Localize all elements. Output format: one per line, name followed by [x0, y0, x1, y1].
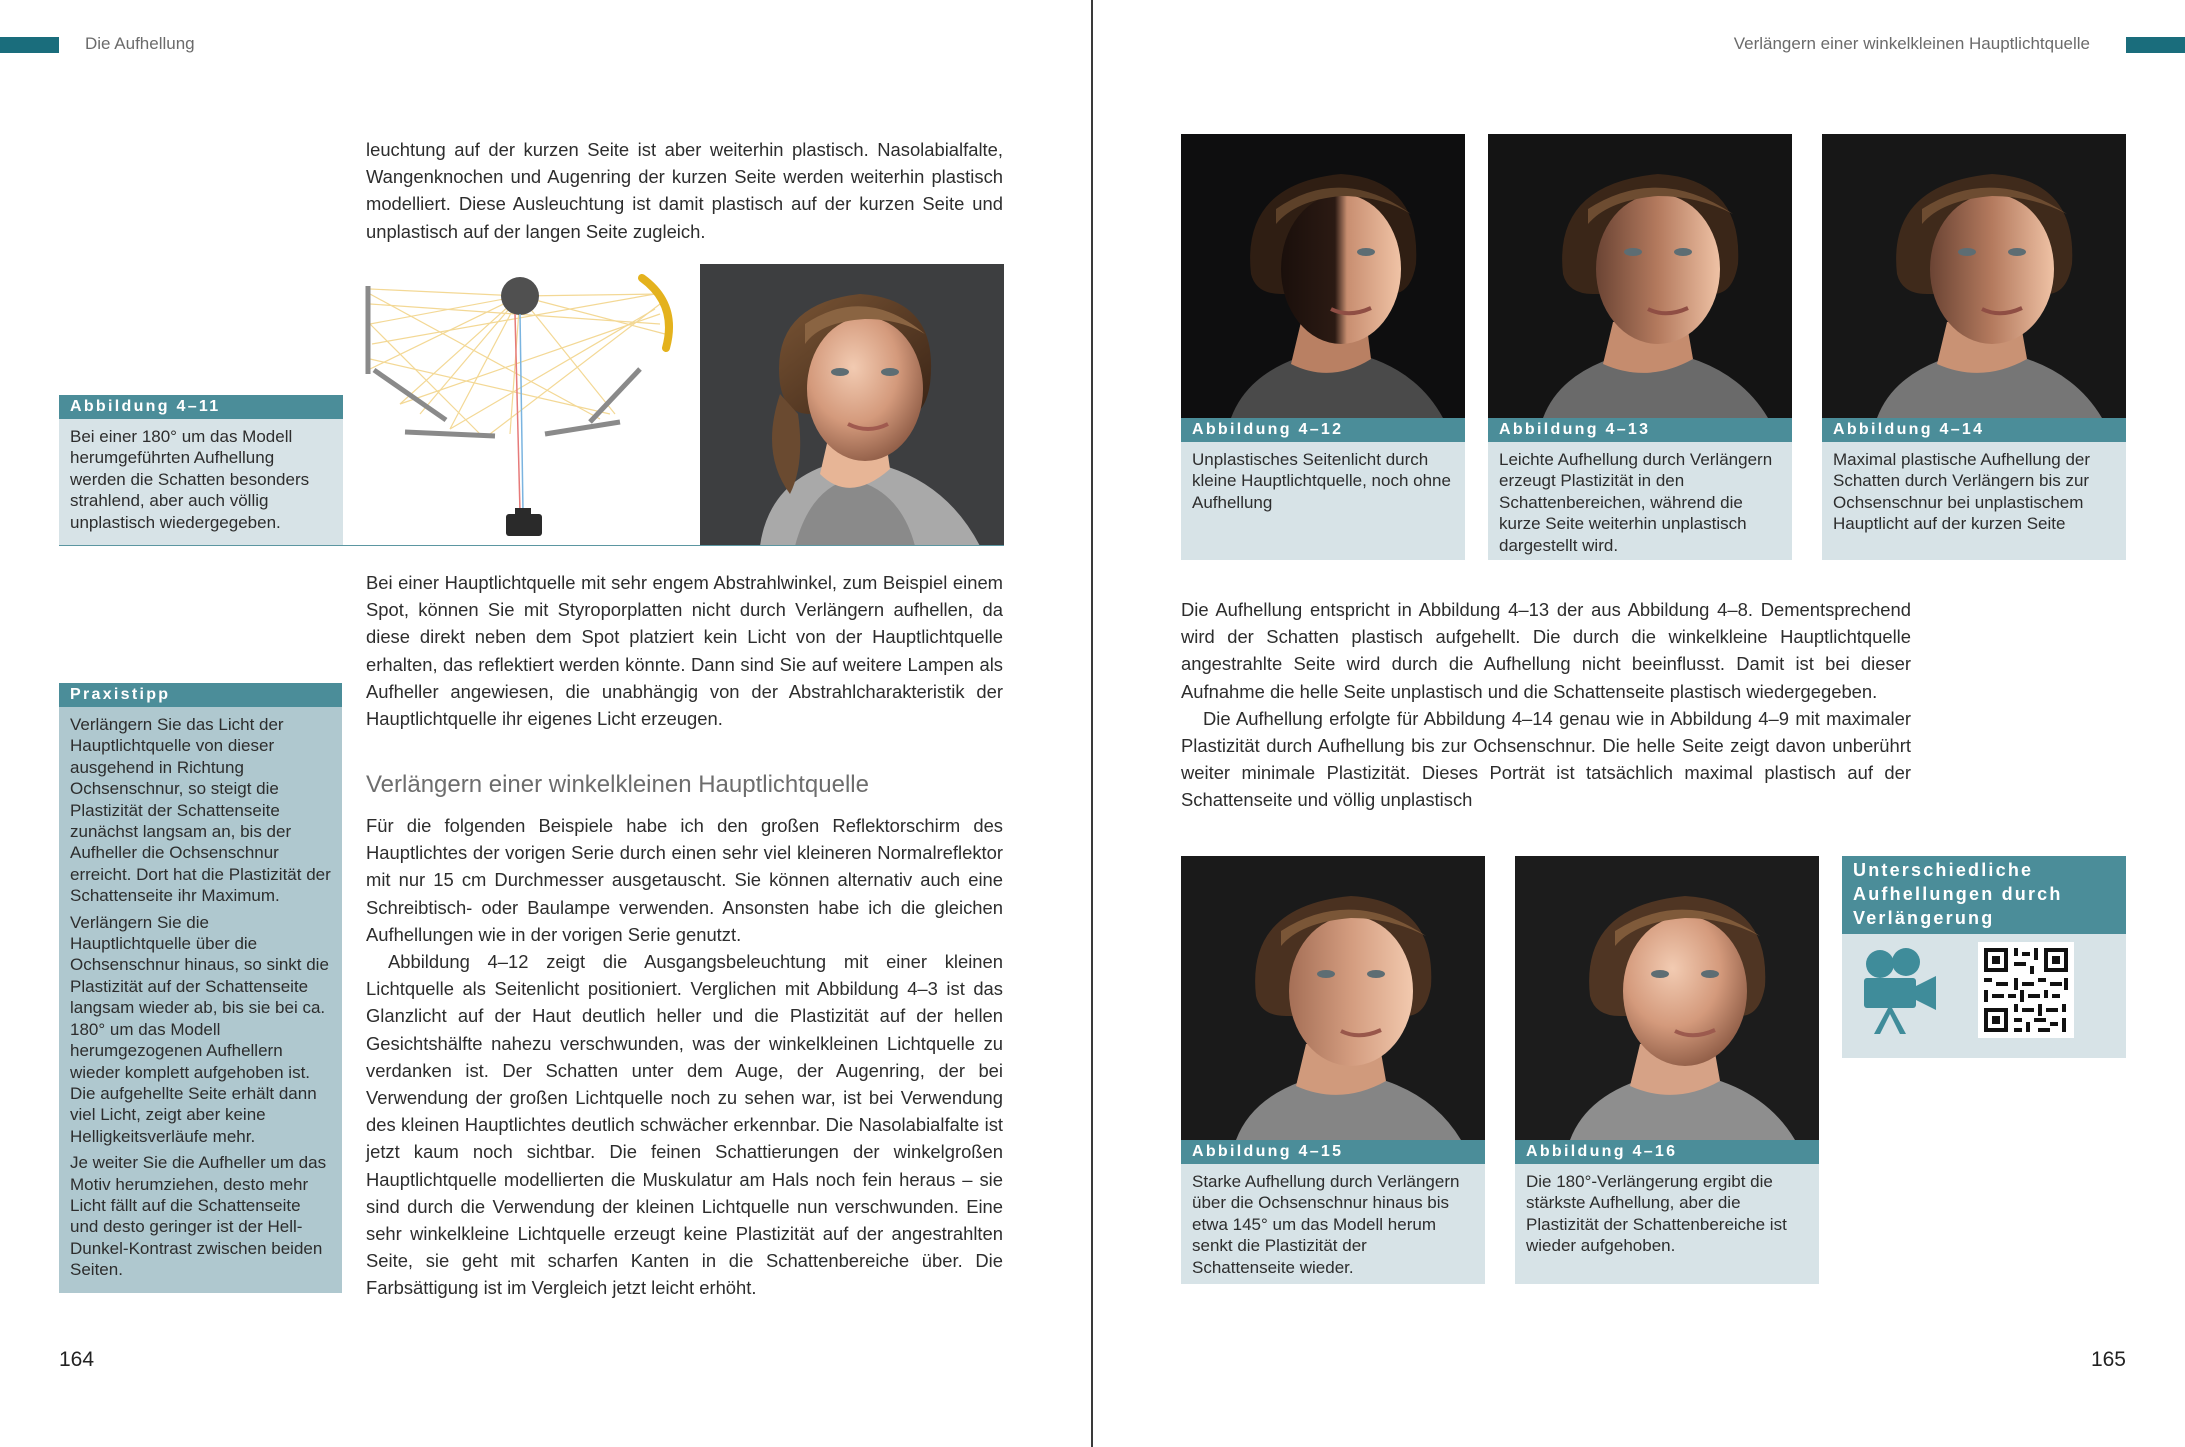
right-page	[1093, 0, 2185, 1447]
figure-4-13-label: Abbildung 4–13	[1488, 418, 1792, 442]
practice-tip-paragraph: Verlängern Sie das Licht der Hauptlichtquelle von dieser ausgehend in Richtung Ochsenschnur, so steigt die Plastizität der Schattenseite zunächst langsam an, bis der Aufheller die Ochsenschnur erreicht. Dort hat die Plastizität der Schattenseite ihr Maximum.	[70, 715, 331, 906]
paragraph-spot-light: Bei einer Hauptlichtquelle mit sehr engem Abstrahlwinkel, zum Beispiel einem Spot, können Sie mit Styroporplatten nicht durch Verlängern aufhellen, da diese direkt neben dem Spot platziert kein Licht von der Hauptlichtquelle erhalten, das reflektiert werden könnte. Dann sind Sie auf weitere Lampen als Aufheller angewiesen, die unabhängig von der Abstrahlcharakteristik der Hauptlichtquelle ihr eigenes Licht erzeugen.	[366, 572, 1003, 730]
intro-paragraph: leuchtung auf der kurzen Seite ist aber weiterhin plastisch. Nasolabialfalte, Wangenknochen und Augenring der kurzen Seite werden weiterhin plastisch modelliert. Diese Ausleuchtung ist damit plastisch auf der kurzen Seite und unplastisch auf der langen Seite zugleich.	[366, 139, 1003, 242]
right-text-column	[1181, 596, 1911, 814]
figure-4-16-caption	[1515, 1140, 1819, 1284]
page-number-right: 165	[2090, 1348, 2126, 1371]
qr-code[interactable]	[1978, 942, 2074, 1038]
left-page	[0, 0, 1091, 1447]
portrait-photo-4-13	[1488, 134, 1792, 418]
figure-4-15-label: Abbildung 4–15	[1181, 1140, 1485, 1164]
practice-tip-paragraph: Verlängern Sie die Hauptlichtquelle über die Ochsenschnur hinaus, so sinkt die Plastizität auf der Schattenseite langsam wieder ab, bis sie bei ca. 180° um das Modell herumgezogenen Aufhellern wieder komplett aufgehoben ist. Die aufgehellte Seite erhält dann viel Licht, zeigt aber keine Helligkeitsverläufe mehr.	[70, 912, 329, 1146]
running-head-left: Die Aufhellung	[85, 34, 195, 53]
figure-4-16-caption-text: Die 180°-Verlängerung ergibt die stärkste Aufhellung, aber die Plastizität der Schattenbereiche ist wieder aufgehoben.	[1526, 1172, 1787, 1256]
figure-4-14-caption	[1822, 418, 2126, 560]
page-number-left: 164	[59, 1348, 95, 1371]
figure-4-16-label: Abbildung 4–16	[1515, 1140, 1819, 1164]
figure-rule	[59, 545, 1004, 546]
figure-4-13-caption-text: Leichte Aufhellung durch Verlängern erzeugt Plastizität in den Schattenbereichen, während die kurze Seite weiterhin unplastisch dargestellt wird.	[1499, 450, 1773, 555]
portrait-photo-4-14	[1822, 134, 2126, 418]
paragraph-figure-4-12: Abbildung 4–12 zeigt die Ausgangsbeleuchtung mit einer kleinen Lichtquelle als Seitenlicht positioniert. Verglichen mit Abbildung 4–3 ist das Glanzlicht auf der Haut deutlich heller und die Plastizität auf der hellen Gesichtshälfte nahezu verschwunden, was der winkelkleinen Lichtquelle zu verdanken ist. Der Schatten unter dem Auge, der Augenring, der bei Verwendung der großen Lichtquelle noch zu sehen war, ist bei Verwendung des kleinen Hauptlichtes deutlich schwächer erkennbar. Die Nasolabialfalte ist jetzt kaum noch sichtbar. Die feinen Schattierungen der winkelgroßen Hauptlichtquelle modellierten die Muskulatur am Hals noch fein heraus – sie sind durch die Verwendung der kleinen Lichtquelle nun verschwunden. Eine sehr winkelkleine Lichtquelle erzeugt keine Plastizität auf der angestrahlten Seite, sie geht mit scharfen Kanten in die Schattenbereiche über. Die Farbsättigung ist im Vergleich jetzt leicht erhöht.	[366, 951, 1003, 1299]
figure-4-11-label: Abbildung 4–11	[59, 395, 343, 419]
figure-4-15-caption-text: Starke Aufhellung durch Verlängern über die Ochsenschnur hinaus bis etwa 145° um das Modell herum senkt die Plastizität der Schattenseite wieder.	[1192, 1172, 1460, 1277]
practice-tip-box	[59, 683, 342, 1293]
figure-4-13-caption	[1488, 418, 1792, 560]
portrait-photo-4-12	[1181, 134, 1465, 418]
video-box-title: Unterschiedliche Aufhellungen durch Verlängerung	[1842, 856, 2126, 934]
paragraph-figure-4-14: Die Aufhellung erfolgte für Abbildung 4–14 genau wie in Abbildung 4–9 mit maximaler Plastizität durch Aufhellung bis zur Ochsenschnur. Die helle Seite zeigt davon unberührt weiter minimale Plastizität. Dieses Porträt ist tatsächlich maximal plastisch auf der Schattenseite und völlig unplastisch	[1181, 707, 1911, 811]
paragraph-examples: Für die folgenden Beispiele habe ich den großen Reflektorschirm des Hauptlichtes der vorigen Serie durch einen sehr viel kleineren Normalreflektor mit nur 15 cm Durchmesser ausgetauscht. Sie können alternativ auch eine Schreibtisch- oder Baulampe verwenden. Ansonsten habe ich die gleichen Aufhellungen wie in der vorigen Serie genutzt.	[366, 815, 1003, 945]
section-heading: Verlängern einer winkelkleinen Hauptlichtquelle	[366, 771, 869, 798]
video-link-box[interactable]	[1842, 856, 2126, 1058]
portrait-photo-4-16	[1515, 856, 1819, 1140]
figure-4-12-label: Abbildung 4–12	[1181, 418, 1465, 442]
figure-4-11-caption-text: Bei einer 180° um das Modell herumgeführten Aufhellung werden die Schatten besonders strahlend, aber auch völlig unplastisch wiedergegeben.	[70, 427, 310, 532]
figure-4-11-caption	[59, 395, 343, 546]
video-camera-icon	[1860, 948, 1940, 1036]
running-head-right: Verlängern einer winkelkleinen Hauptlichtquelle	[1733, 34, 2090, 53]
main-text-column	[366, 812, 1003, 1302]
practice-tip-label: Praxistipp	[59, 683, 342, 707]
figure-4-12-caption-text: Unplastisches Seitenlicht durch kleine Hauptlichtquelle, noch ohne Aufhellung	[1192, 450, 1451, 512]
practice-tip-paragraph: Je weiter Sie die Aufheller um das Motiv herumziehen, desto mehr Licht fällt auf die Schattenseite und desto geringer ist der Hell-Dunkel-Kontrast zwischen beiden Seiten.	[70, 1153, 327, 1280]
figure-4-14-caption-text: Maximal plastische Aufhellung der Schatten durch Verlängern bis zur Ochsenschnur bei unplastischem Hauptlicht auf der kurzen Seite	[1833, 450, 2091, 534]
lighting-setup-diagram	[360, 264, 682, 546]
figure-4-12-caption	[1181, 418, 1465, 560]
figure-4-14-label: Abbildung 4–14	[1822, 418, 2126, 442]
portrait-photo-4-15	[1181, 856, 1485, 1140]
figure-4-15-caption	[1181, 1140, 1485, 1284]
portrait-photo-4-11	[700, 264, 1004, 546]
chapter-tab-marker	[0, 37, 59, 53]
chapter-tab-marker	[2126, 37, 2185, 53]
paragraph-figure-4-13: Die Aufhellung entspricht in Abbildung 4–13 der aus Abbildung 4–8. Dementsprechend wird der Schatten plastisch aufgehellt. Die durch die winkelkleine Hauptlichtquelle angestrahlte Seite wird durch die Aufhellung nicht beeinflusst. Damit ist bei dieser Aufnahme die helle Seite unplastisch und die Schattenseite plastisch wiedergegeben.	[1181, 599, 1911, 702]
